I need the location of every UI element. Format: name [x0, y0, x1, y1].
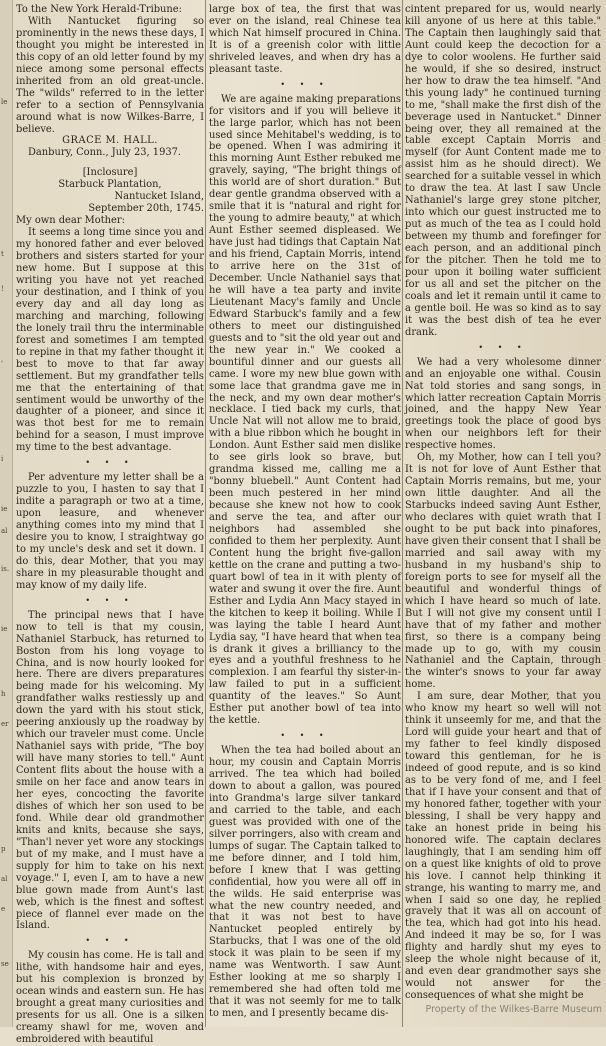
enclosure-label: [Inclosure]: [82, 167, 138, 179]
margin-fragment: al: [1, 875, 8, 883]
margin-fragment: i: [1, 455, 4, 463]
margin-fragment: se: [1, 960, 9, 968]
intro-paragraph: With Nantucket figuring so prominently in the news these days, I thought you might be interested in this copy of an old letter found by my niece among some personal effects inherited from an old great-uncle. The "wilds" referred to in the letter refer to a section of Pennsylvania around what is now Wilkes-Barre, I believe.: [16, 15, 205, 135]
letter-paragraph: My cousin has come. He is tall and lithe, with handsome hair and eyes, but his complexion is bronzed by ocean winds and eastern sun. He has brought a great many curiosities and presents for us all. One is a silken creamy shawl for me, woven and embroidered with beautiful: [16, 950, 204, 1046]
column-1: [16, 4, 205, 1046]
letter-place: Starbuck Plantation,: [58, 179, 162, 191]
section-break: • • •: [478, 342, 528, 352]
letter-paragraph: Oh, my Mother, how can I tell you? It is not for love of Aunt Esther that Captain Morris remains, but me, your own little daughter. And all the Starbucks indeed saving Aunt Esther, who declares with quiet wrath that I ought to be put back into pinafores, have given their consent that I shall be married and sail away with my husband in my husband's ship to foreign ports to see for myself all the beautiful and wonderful things of which I have heard so much of late. But I will not give my consent until I have that of my father and mother first, so there is a company being made up to go, with my cousin Nathaniel and the Captain, through the winter's snows to your far away home.: [405, 452, 601, 691]
margin-fragment: is.: [1, 565, 10, 573]
letter-paragraph: I am sure, dear Mother, that you who know my heart so well will not think it unseemly for me, and that the Lord will guide your heart and that of my father to feel kindly disposed toward this gentleman, for he is indeed of good repute, and is so kind as to be very fond of me, and I feel that if I have your consent and that of my honored father, together with your blessing, I shall be very happy and take an honest pride in being his honored wife. The captain declares laughingly, that I am sending him off on a quest like knights of old to prove his love. I cannot help thinking it strange, his wanting to marry me, and when I said so one day, he replied gravely that it was all on account of the tea, which had got into his head. And indeed it may be so, for I was flighty and hardly shut my eyes to sleep the whole night because of it, and even dear grandmother says she would not answer for the consequences of what she might be: [405, 691, 601, 1002]
margin-fragment: al: [1, 527, 8, 535]
adjacent-column-fragment: [0, 0, 13, 1027]
margin-fragment: t: [1, 250, 4, 258]
margin-fragment: ie: [1, 625, 8, 633]
column-rule: [402, 0, 403, 1027]
spacer: [16, 159, 204, 167]
letter-paragraph: When the tea had boiled about an hour, my cousin and Captain Morris arrived. The tea which had boiled down to about a gallon, was poured into Grandma's large silver tankard and carried to the table, and each guest was provided with one of the silver porringers, also with cream and lumps of sugar. The Captain talked to me before dinner, and I told him, before I knew that I was getting confidential, how you were all off in the wilds. He said enterprise was what the new country needed, and that it was not best to have Nantucket peopled entirely by Starbucks, that I was one of the old stock it was plain to be seen if my name was Wentworth. I saw Aunt Esther looking at me so sharply I remembered she had often told me that it was not seemly for me to talk to men, and I presently became dis-: [209, 745, 401, 1020]
section-break: • • •: [280, 731, 330, 741]
letter-date: September 20th, 1745.: [88, 203, 204, 215]
margin-fragment: p: [1, 845, 6, 853]
letter-paragraph: cintent prepared for us, would nearly kill anyone of us here at this table." The Captain then laughingly said that Aunt could keep the decoction for a dye to color woolens. He further said he would, if she so desired, instruct her how to draw the tea himself. "And this young lady" he continued turning to me, "shall make the first dish of the beverage used in Nantucket." Dinner being over, they all remained at the table except Captain Morris and myself (for Aunt Content made me to assist him as he should direct). We searched for a suitable vessel in which to draw the tea. At last I saw Uncle Nathaniel's large grey stone pitcher, into which our guest instructed me to put as much of the tea as I could hold between my thumb and forefinger for each person, and an additional pinch for the pitcher. Then he told me to pour upon it boiling water sufficient for us all and set the pitcher on the coals and let it remain until it came to a gentle boil. He was so kind as to say it was the best dish of tea he ever drank.: [405, 4, 601, 338]
column-3: [405, 4, 601, 1026]
margin-fragment: e: [1, 905, 6, 913]
margin-fragment: le: [1, 98, 8, 106]
signer-location: Danbury, Conn., July 23, 1937.: [28, 147, 182, 159]
letter-paragraph: We had a very wholesome dinner and an enjoyable one withal. Cousin Nat told stories and sang songs, in which latter recreation Captain Morris joined, and the happy New Year greetings took the place of good bys when our neighbors left for their respective homes.: [405, 356, 601, 452]
margin-fragment: ': [1, 360, 3, 368]
signer-name: GRACE M. HALL.: [62, 135, 158, 147]
letter-paragraph: The principal news that I have now to tell is that my cousin, Nathaniel Starbuck, has returned to Boston from his long voyage to China, and is now hourly looked for here. There are divers preparatures being made for his welcoming. My grandfather walks restiessly up and down the yard with his stout stick, peering anxiously up the roadway by which our traveler must come. Uncle Nathaniel says with pride, "The boy will have many stories to tell." Aunt Content flits about the house with a smile on her face and anow tears in her eyes, concocting the favorite dishes of which her son used to be fond. While dear old grandmother knits and knits, because she says, "Than'l never yet wore any stockings but of my make, and I must have a supply for him to take on his next voyage." I, even I, am to have a new blue gown made from Aunt's last web, which is the finest and softest piece of flannel ever made on the Island.: [16, 609, 204, 932]
salutation: To the New York Herald-Tribune:: [16, 4, 182, 15]
column-2: [209, 4, 401, 1026]
margin-fragment: er: [1, 720, 9, 728]
letter-paragraph: We are againe making preparations for visitors and if you will believe it the large parlor, which has not been used since Mehitabel's wedding, is to be opened. When I was admiring it this morning Aunt Esther rebuked me gravely, saying, "The bright things of this world are of short duration." But dear gentle grandma observed with a smile that it is "natural and right for the young to admire beauty," at which Aunt Esther seemed displeased. We have just had tidings that Captain Nat and his friend, Captain Morris, intend to arrive here on the 31st of December. Uncle Nathaniel says that he will have a tea party and invite Lieutenant Macy's family and Uncle Edward Starbuck's family and a few others to meet our distinguished guests and to "sit the old year out and the new year in." We cooked a bountiful dinner and our guests all came. I wore my new blue gown with some lace that grandma gave me in the neck, and my own dear mother's necklace. I tied back my curls, that Uncle Nat will not allow me to braid, with a blue ribbon which he bought in London. Aunt Esther said men dislike to see girls look so brave, but grandma kissed me, calling me a "bonny bluebell." Aunt Content had been much pestered in her mind because she knew not how to cook and serve the tea, and after our neighbors had assembled she confided to them her perplexity. Aunt Content hung the bright five-gallon kettle on the crane and putting a two-quart bowl of tea in it with plenty of water and swung it over the fire. Aunt Esther and Lydia Ann Macy stayed in the kitchen to keep it boiling. While I was laying the table I heard Aunt Lydia say, "I have heard that when tea is drank it gives a brilliancy to the eyes and a youthful freshness to he complexion. I am fearful thy sister-in-law failed to put in a sufficient quantity of the leaves." So Aunt Esther put another bowl of tea into the kettle.: [209, 93, 401, 727]
letter-paragraph: It seems a long time since you and my honored father and ever beloved brothers and sisters started for your new home. But I suppose at this writing you have not yet reached your destination, and I think of you every day and all day long as marching and marching, following the lonely trail thru the interminable forest and sometimes I am tempted to repine in that my father thought it best to move to that far away settlement. But my grandfather tells me that the entertaining of that sentiment would be unworthy of the daughter of a pioneer, and since it was thot best for me to remain behind for a season, I must improve my time to the best advantage.: [16, 227, 204, 454]
section-break: • • •: [85, 936, 135, 946]
section-break: • • •: [280, 79, 330, 89]
margin-fragment: ie: [1, 505, 8, 513]
margin-fragment: !: [1, 285, 4, 293]
museum-watermark: Property of the Wilkes-Barre Museum: [425, 1004, 602, 1015]
letter-paragraph: Per adventure my letter shall be a puzzle to you, I hasten to say that I indite a paragraph or two at a time, upon leasure, and whenever anything comes into my mind that I desire you to know, I straightway go to my uncle's desk and set it down. I do this, dear Mother, that you may share in my pleasurable thought and may know of my daily life.: [16, 472, 204, 591]
margin-fragment: h: [1, 690, 6, 698]
letter-island: Nantucket Island,: [114, 191, 204, 203]
letter-paragraph: large box of tea, the first that was ever on the island, real Chinese tea which Nat himself procured in China. It is of a greenish color with little shriveled leaves, and when dry has a pleasant taste.: [209, 4, 401, 75]
letter-greeting: My own dear Mother:: [16, 215, 125, 227]
section-break: • • •: [85, 458, 135, 468]
section-break: • • •: [85, 595, 135, 605]
column-rule: [205, 0, 206, 1027]
